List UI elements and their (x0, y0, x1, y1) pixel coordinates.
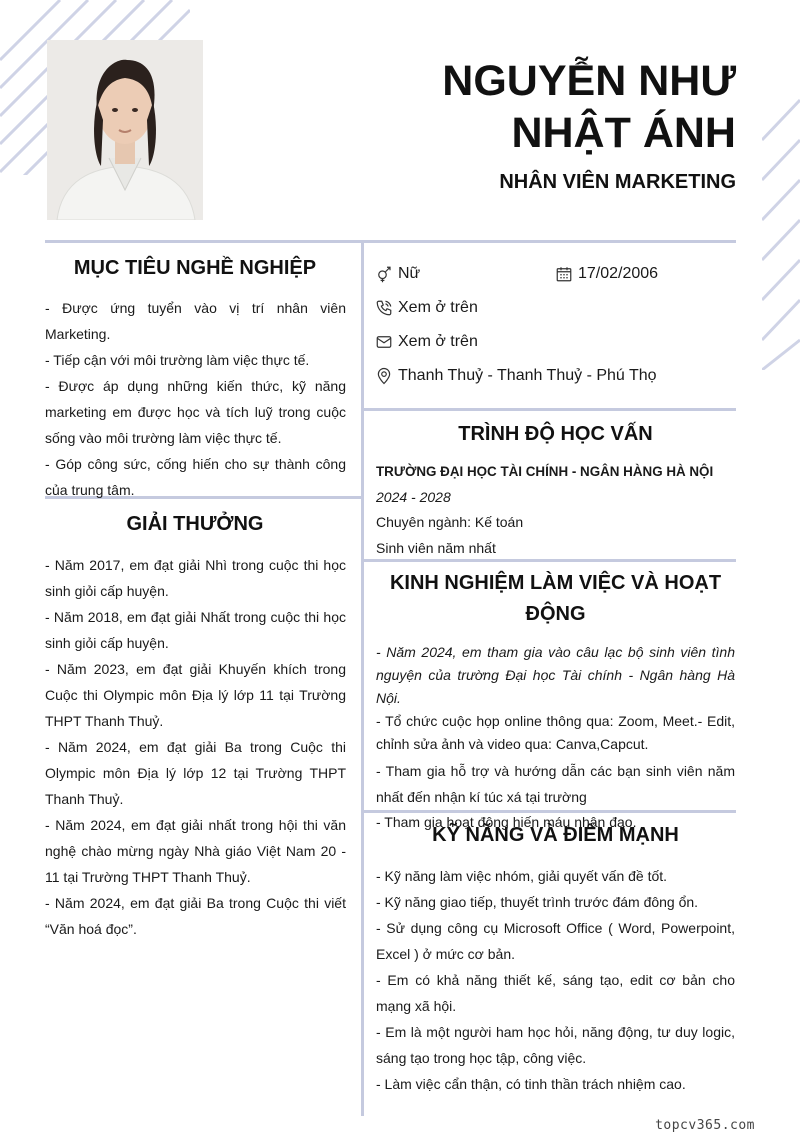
list-item: - Năm 2024, em đạt giải Ba trong Cuộc thi viết “Văn hoá đọc”. (45, 895, 346, 937)
education-major: Chuyên ngành: Kế toán (376, 514, 524, 530)
contact-divider (363, 408, 736, 411)
birthdate-value: 17/02/2006 (578, 265, 659, 282)
decorative-stripes-right (762, 95, 800, 370)
skills-list (376, 863, 735, 1097)
awards-title: GIẢI THƯỞNG (126, 513, 264, 535)
education-block (376, 459, 736, 561)
birthdate-info (555, 264, 658, 284)
list-item: - Năm 2018, em đạt giải Nhất trong cuộc thi học sinh giỏi cấp huyện. (45, 609, 346, 651)
experience-title (376, 568, 735, 630)
objective-title: MỤC TIÊU NGHỀ NGHIỆP (73, 257, 317, 279)
gender-icon (375, 265, 393, 283)
name-line-1: NGUYỄN NHƯ (442, 57, 736, 105)
gender-info (375, 264, 420, 284)
school-name: TRƯỜNG ĐẠI HỌC TÀI CHÍNH - NGÂN HÀNG HÀ NỘI (376, 464, 714, 479)
profile-photo (47, 40, 203, 220)
education-years: 2024 - 2028 (376, 488, 451, 505)
phone-info (375, 298, 478, 318)
name-line-2: NHẬT ÁNH (511, 109, 736, 157)
awards-list (45, 552, 346, 942)
email-value: Xem ở trên (398, 333, 478, 350)
address-info (375, 366, 657, 386)
list-item: - Làm việc cẩn thận, có tinh thần trách nhiệm cao. (376, 1076, 686, 1092)
header-divider (45, 240, 736, 243)
calendar-icon (555, 265, 573, 283)
list-item: - Được áp dụng những kiến thức, kỹ năng marketing em được học và tích luỹ trong cuộc sống vào môi trường làm việc thực tế. (45, 378, 346, 446)
list-item: - Kỹ năng giao tiếp, thuyết trình trước đám đông ổn. (376, 894, 699, 910)
experience-list (376, 641, 735, 836)
person-portrait-icon (47, 40, 203, 220)
gender-value: Nữ (398, 265, 421, 282)
list-item: - Tham gia hỗ trợ và hướng dẫn các bạn sinh viên năm nhất đến nhận kí túc xá tại trường (376, 763, 735, 805)
watermark: topcv365.com (655, 1118, 755, 1133)
objective-list (45, 295, 346, 503)
list-item: - Năm 2024, em đạt giải Ba trong Cuộc thi Olympic môn Địa lý lớp 12 tại Trường THPT Thanh Thuỷ. (45, 739, 346, 807)
list-item: - Em là một người ham học hỏi, năng động, tư duy logic, sáng tạo trong học tập, công việc. (376, 1024, 735, 1066)
column-divider (361, 242, 364, 1116)
skills-title: KỸ NĂNG VÀ ĐIỂM MẠNH (432, 824, 679, 846)
list-item: - Được ứng tuyển vào vị trí nhân viên Marketing. (45, 300, 346, 342)
phone-icon (375, 299, 393, 317)
experience-title-line-2: ĐỘNG (525, 603, 586, 625)
candidate-name (316, 55, 736, 159)
list-item: - Năm 2017, em đạt giải Nhì trong cuộc thi học sinh giỏi cấp huyện. (45, 557, 346, 599)
job-position: NHÂN VIÊN MARKETING (499, 171, 736, 193)
experience-intro: - Năm 2024, em tham gia vào câu lạc bộ sinh viên tình nguyện của trường Đại học Tài chính - Ngân hàng Hà Nội. (376, 644, 735, 706)
list-item: - Sử dụng công cụ Microsoft Office ( Word, Powerpoint, Excel ) ở mức cơ bản. (376, 920, 735, 962)
list-item: - Em có khả năng thiết kế, sáng tạo, edit cơ bản cho mạng xã hội. (376, 972, 735, 1014)
address-value: Thanh Thuỷ - Thanh Thuỷ - Phú Thọ (398, 367, 657, 384)
education-title: TRÌNH ĐỘ HỌC VẤN (458, 423, 653, 445)
list-item: - Tiếp cận với môi trường làm việc thực tế. (45, 352, 310, 368)
email-icon (375, 333, 393, 351)
email-info (375, 332, 478, 352)
list-item: - Kỹ năng làm việc nhóm, giải quyết vấn đề tốt. (376, 868, 668, 884)
location-pin-icon (375, 367, 393, 385)
phone-value: Xem ở trên (398, 299, 478, 316)
education-status: Sinh viên năm nhất (376, 539, 496, 556)
list-item: - Năm 2024, em đạt giải nhất trong hội thi văn nghệ chào mừng ngày Nhà giáo Việt Nam 20 - 11 tại Trường THPT Thanh Thuỷ. (45, 817, 346, 885)
list-item: - Tổ chức cuộc họp online thông qua: Zoom, Meet.- Edit, chỉnh sửa ảnh và video qua: Canva,Capcut. (376, 713, 735, 752)
list-item: - Năm 2023, em đạt giải Khuyến khích trong Cuộc thi Olympic môn Địa lý lớp 11 tại Trường THPT Thanh Thuỷ. (45, 661, 346, 729)
list-item: - Góp công sức, cống hiến cho sự thành công của trung tâm. (45, 456, 346, 498)
list-item: - Tham gia hoạt động hiến máu nhân đạo. (376, 814, 637, 830)
experience-title-line-1: KINH NGHIỆM LÀM VIỆC VÀ HOẠT (389, 572, 722, 594)
